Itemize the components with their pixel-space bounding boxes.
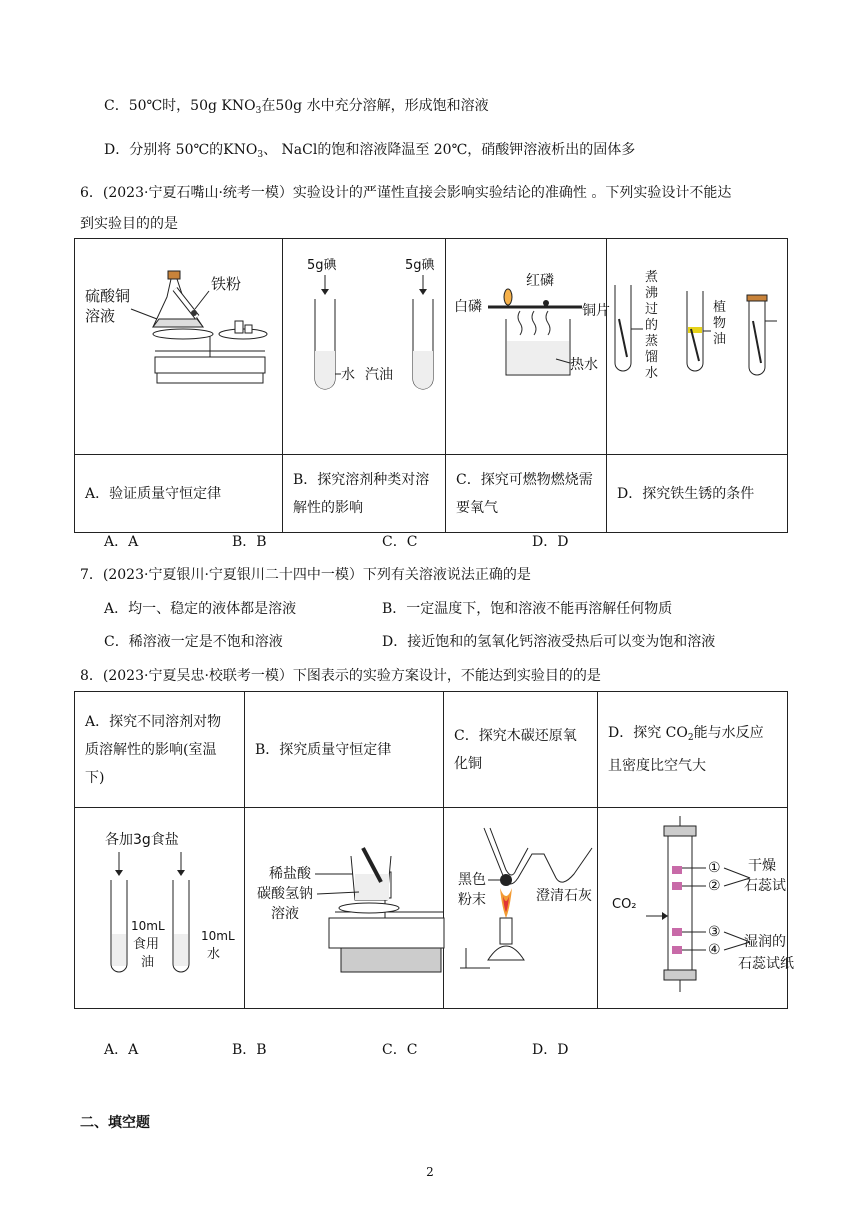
label-co2: CO₂ xyxy=(612,897,637,912)
q6-caption-a: A．验证质量守恒定律 xyxy=(75,455,283,533)
q6-caption-d: D．探究铁生锈的条件 xyxy=(607,455,788,533)
section-heading: 二、填空题 xyxy=(80,1115,150,1131)
label-water-q8: 水 xyxy=(207,947,221,962)
q6-figure-b xyxy=(283,239,446,455)
label-water-volume: 10mL xyxy=(201,929,235,943)
svg-text:油: 油 xyxy=(713,332,727,347)
q5-option-d: D．分别将 50℃的$KNO_3$、 NaCl的饱和溶液降温至 20℃，硝酸钾溶液析出的固体多 xyxy=(104,142,636,160)
q8-caption-c: C．探究木碳还原氧化铜 xyxy=(444,692,598,808)
label-dry: 干燥 xyxy=(748,858,776,874)
label-dilute-hcl: 稀盐酸 xyxy=(269,866,311,882)
label-hot-water: 热水 xyxy=(570,357,598,373)
label-add-salt: 各加3g食盐 xyxy=(105,832,179,848)
label-oil: 油 xyxy=(141,955,155,970)
q6-caption-b: B．探究溶剂种类对溶解性的影响 xyxy=(283,455,446,533)
label-vegetable-oil xyxy=(713,299,726,347)
label-iron-powder: 铁粉 xyxy=(211,275,242,293)
label-iodine-left: 5g碘 xyxy=(307,258,337,273)
label-copper-sheet: 铜片 xyxy=(582,303,610,319)
label-solution-b: 溶液 xyxy=(271,906,299,922)
q7-option-b[interactable]: B．一定温度下，饱和溶液不能再溶解任何物质 xyxy=(382,601,673,617)
q6-figure-d xyxy=(607,239,788,455)
q6-experiment-table xyxy=(74,238,788,533)
label-red-phosphorus: 红磷 xyxy=(526,273,554,289)
q8-caption-d: D．探究 $CO_2$能与水反应且密度比空气大 xyxy=(598,692,788,808)
label-boiled-water xyxy=(645,269,658,381)
svg-text:沸: 沸 xyxy=(645,286,659,301)
svg-text:过: 过 xyxy=(645,302,659,317)
q7-option-c[interactable]: C．稀溶液一定是不饱和溶液 xyxy=(104,634,283,650)
label-litmus-wet: 石蕊试纸 xyxy=(738,956,794,972)
label-n4: ④ xyxy=(708,942,721,958)
svg-text:物: 物 xyxy=(713,316,727,331)
label-litmus-dry: 石蕊试 xyxy=(744,878,786,894)
label-gasoline: 汽油 xyxy=(365,367,393,383)
q6-stem-line1: 6．(2023·宁夏石嘴山·统考一模）实验设计的严谨性直接会影响实验结论的准确性 。下列实验设计不能达 xyxy=(80,185,732,201)
svg-text:蒸: 蒸 xyxy=(645,334,659,349)
q6-stem-line2: 到实验目的的是 xyxy=(80,216,178,232)
svg-text:水: 水 xyxy=(645,366,659,381)
svg-text:的: 的 xyxy=(645,318,659,333)
svg-text:植: 植 xyxy=(713,300,727,315)
q6-figure-a xyxy=(75,239,283,455)
q8-experiment-table xyxy=(74,691,794,1009)
q8-caption-a: A．探究不同溶剂对物质溶解性的影响(室温下) xyxy=(75,692,245,808)
label-edible: 食用 xyxy=(133,937,160,952)
label-iodine-right: 5g碘 xyxy=(405,258,435,273)
q8-caption-b: B．探究质量守恒定律 xyxy=(245,692,444,808)
q5-option-c: C．50℃时，50g $KNO_3$在50g 水中充分溶解，形成饱和溶液 xyxy=(104,98,489,116)
q6-figure-c xyxy=(446,239,610,455)
q6-caption-c: C．探究可燃物燃烧需要氧气 xyxy=(446,455,607,533)
q8-stem: 8．(2023·宁夏吴忠·校联考一模）下图表示的实验方案设计，不能达到实验目的的是 xyxy=(80,668,601,684)
svg-text:煮: 煮 xyxy=(645,270,659,285)
q8-figure-b xyxy=(245,808,444,1009)
label-solution: 溶液 xyxy=(85,307,116,325)
q8-option-a[interactable]: A．A xyxy=(104,1042,139,1058)
page-number: 2 xyxy=(426,1165,434,1179)
q6-option-b[interactable]: B．B xyxy=(232,534,267,550)
q7-stem: 7．(2023·宁夏银川·宁夏银川二十四中一模）下列有关溶液说法正确的是 xyxy=(80,567,531,583)
q8-figure-a xyxy=(75,808,245,1009)
label-black: 黑色 xyxy=(458,872,486,888)
label-water: 水 xyxy=(341,367,355,383)
q6-option-d[interactable]: D．D xyxy=(532,534,569,550)
label-wet: 湿润的 xyxy=(744,934,786,950)
q8-option-c[interactable]: C．C xyxy=(382,1042,418,1058)
label-oil-volume: 10mL xyxy=(131,919,165,933)
label-n2: ② xyxy=(708,878,721,894)
q6-option-a[interactable]: A．A xyxy=(104,534,139,550)
q8-option-b[interactable]: B．B xyxy=(232,1042,267,1058)
q8-option-d[interactable]: D．D xyxy=(532,1042,569,1058)
label-n1: ① xyxy=(708,860,721,876)
svg-text:馏: 馏 xyxy=(645,350,659,365)
label-white-phosphorus: 白磷 xyxy=(454,299,482,315)
q7-option-d[interactable]: D．接近饱和的氢氧化钙溶液受热后可以变为饱和溶液 xyxy=(382,634,716,650)
label-sodium-bicarbonate: 碳酸氢钠 xyxy=(257,886,313,902)
q6-option-c[interactable]: C．C xyxy=(382,534,418,550)
label-copper-sulfate: 硫酸铜 xyxy=(85,287,131,305)
q8-figure-c xyxy=(444,808,598,1009)
label-limewater: 澄清石灰 xyxy=(536,888,592,904)
label-n3: ③ xyxy=(708,924,721,940)
q7-option-a[interactable]: A．均一、稳定的液体都是溶液 xyxy=(104,601,297,617)
q8-figure-d xyxy=(598,808,794,1009)
label-powder: 粉末 xyxy=(458,892,486,908)
